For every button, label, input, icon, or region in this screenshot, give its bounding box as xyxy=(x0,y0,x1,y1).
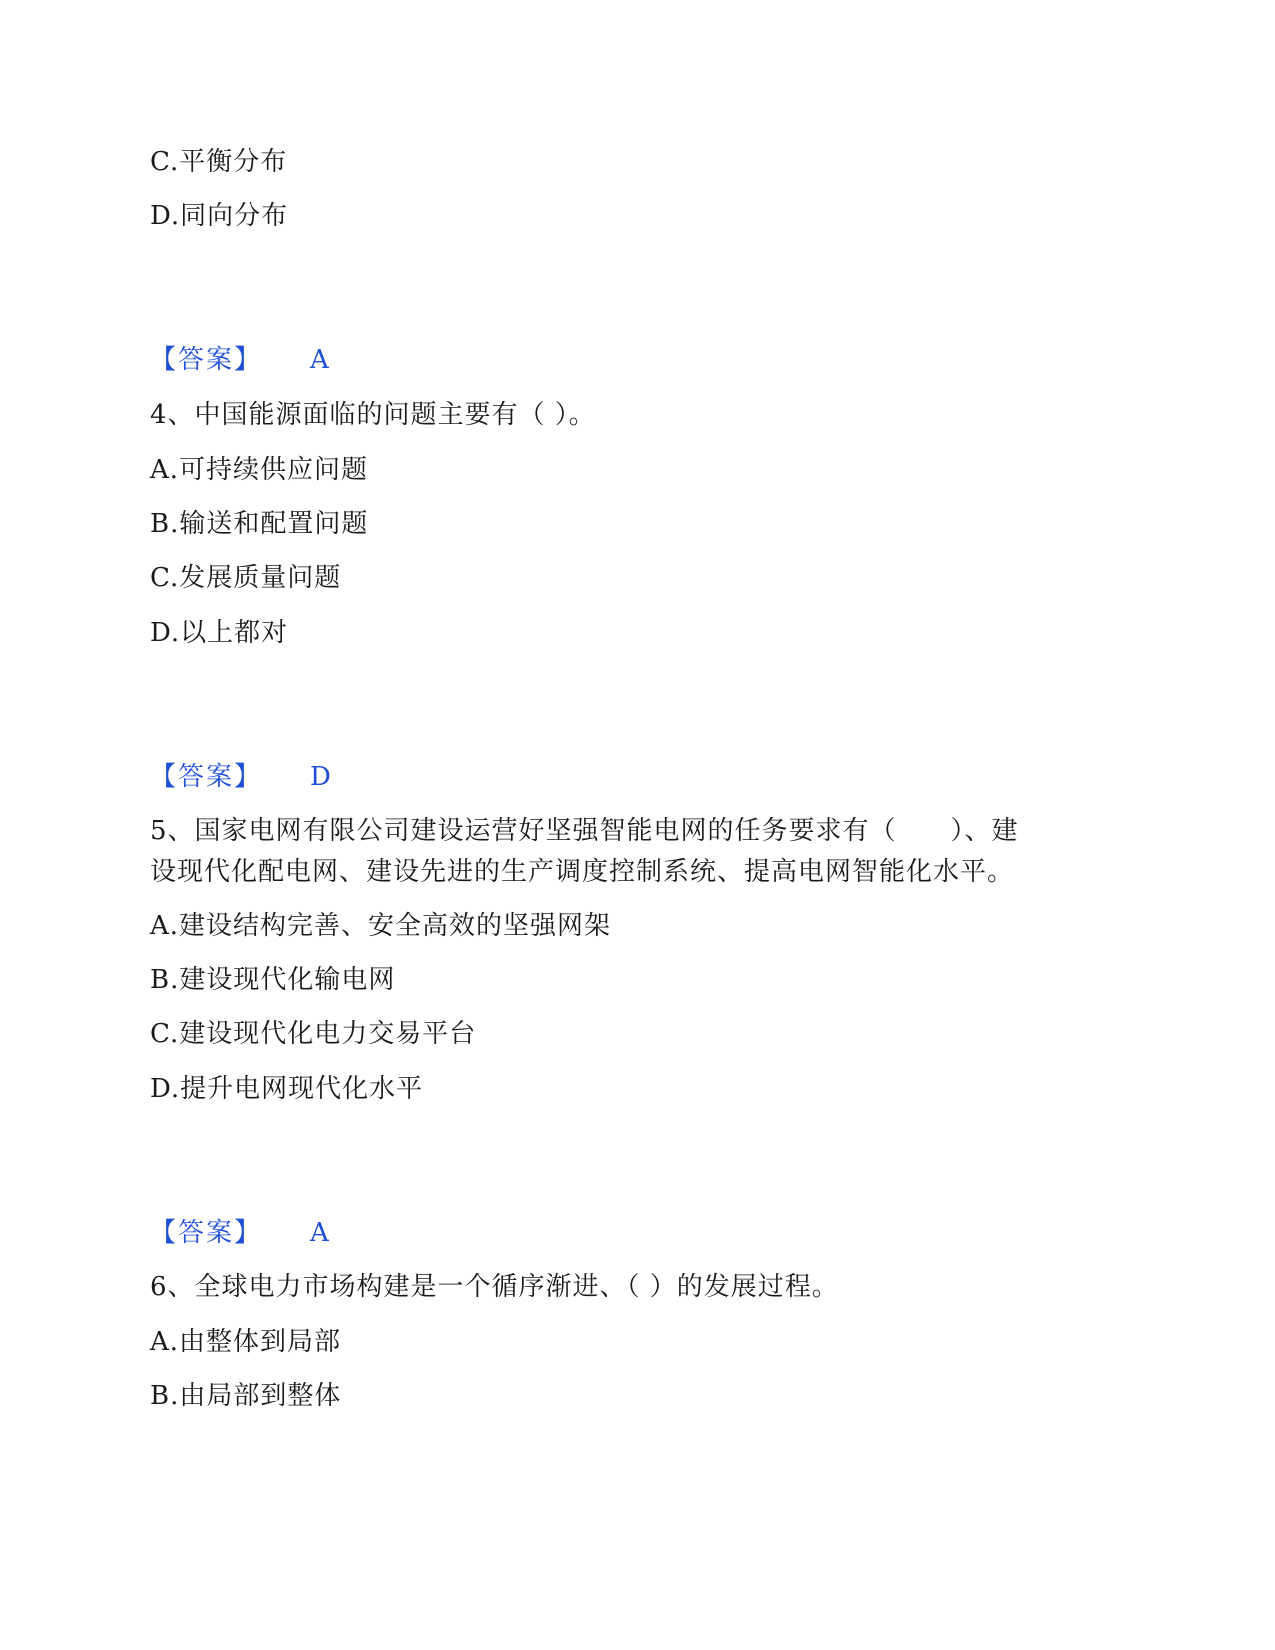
question-stem: 6、全球电力市场构建是一个循序渐进、（ ）的发展过程。 xyxy=(150,1272,839,1302)
option-a: A.建设结构完善、安全高效的坚强网架 xyxy=(150,911,612,941)
option-a: A.由整体到局部 xyxy=(150,1327,342,1357)
answer-line xyxy=(150,1217,329,1249)
answer-label: 【答案】 xyxy=(150,1218,263,1248)
option-b: B.建设现代化输电网 xyxy=(150,965,396,995)
option-a: A.可持续供应问题 xyxy=(150,455,369,485)
option-d: D.同向分布 xyxy=(150,201,289,231)
question-stem-line-1: 5、国家电网有限公司建设运营好坚强智能电网的任务要求有（ ）、建 xyxy=(150,816,1019,846)
option-c: C.建设现代化电力交易平台 xyxy=(150,1019,477,1049)
option-b: B.输送和配置问题 xyxy=(150,509,369,539)
answer-value: A xyxy=(310,345,329,375)
option-c: C.平衡分布 xyxy=(150,147,288,177)
answer-label: 【答案】 xyxy=(150,345,263,375)
option-b: B.由局部到整体 xyxy=(150,1381,342,1411)
option-c: C.发展质量问题 xyxy=(150,563,342,593)
option-d: D.提升电网现代化水平 xyxy=(150,1074,424,1104)
question-stem: 4、中国能源面临的问题主要有（ ）。 xyxy=(150,400,596,430)
answer-value: A xyxy=(310,1218,329,1248)
answer-line xyxy=(150,344,329,376)
answer-label: 【答案】 xyxy=(150,762,263,792)
answer-line xyxy=(150,761,331,793)
answer-value: D xyxy=(310,762,331,792)
option-d: D.以上都对 xyxy=(150,618,289,648)
question-stem-line-2: 设现代化配电网、建设先进的生产调度控制系统、提高电网智能化水平。 xyxy=(150,857,1015,887)
